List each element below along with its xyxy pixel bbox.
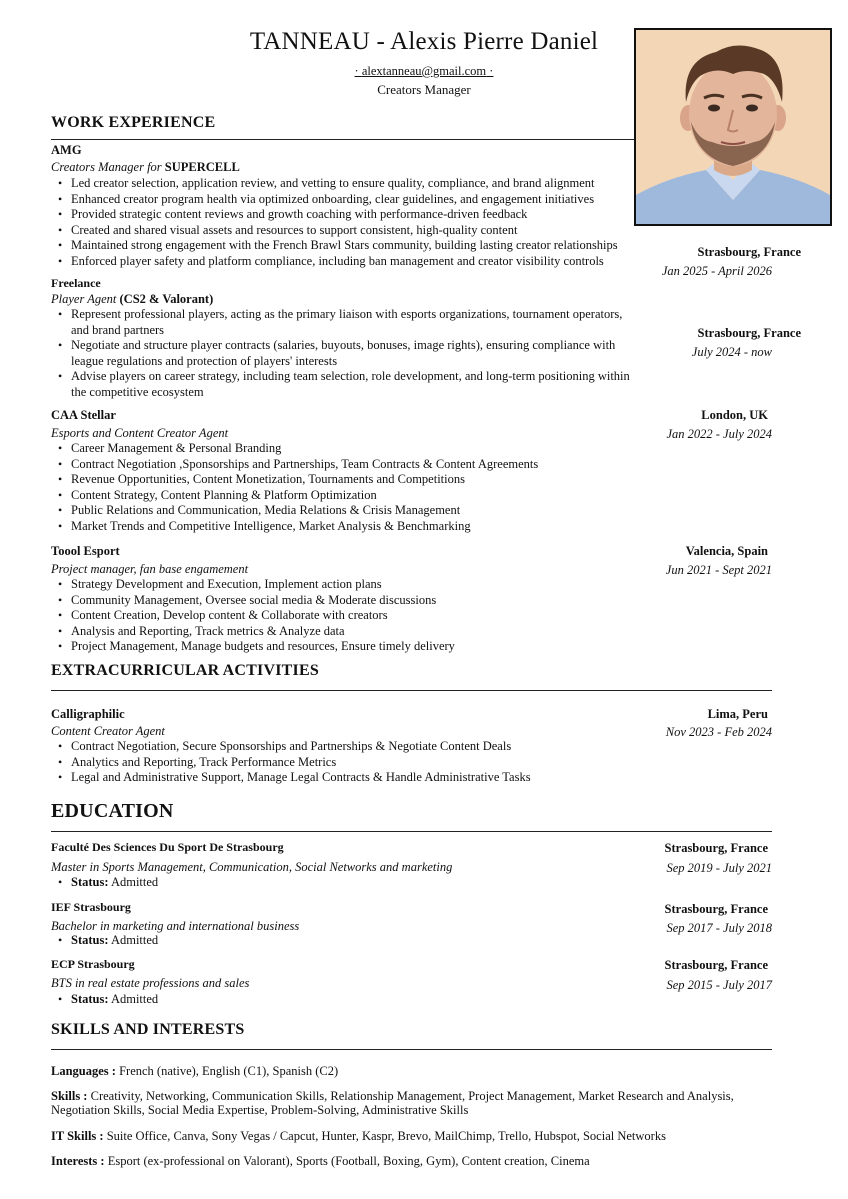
interests-label: Interests : bbox=[51, 1154, 105, 1168]
section-divider bbox=[51, 831, 772, 832]
profile-photo bbox=[634, 28, 832, 226]
skills-label: Skills : bbox=[51, 1089, 88, 1103]
list-item bbox=[51, 875, 158, 891]
bullet-list bbox=[51, 933, 158, 949]
degree: Bachelor in marketing and international business bbox=[51, 919, 300, 933]
languages-line bbox=[51, 1064, 338, 1078]
job-role bbox=[51, 160, 240, 175]
bullet-list bbox=[51, 992, 158, 1008]
status-value: Admitted bbox=[108, 875, 159, 889]
status-label: Status: bbox=[71, 875, 109, 889]
school-dates: Sep 2015 - July 2017 bbox=[666, 978, 772, 992]
email-prefix: · bbox=[354, 64, 362, 78]
section-divider bbox=[51, 139, 634, 140]
languages-label: Languages : bbox=[51, 1064, 116, 1078]
interests-line bbox=[51, 1154, 590, 1168]
list-item: • Enhanced creator program health via optimized onboarding, clear guidelines, and engagement initiatives bbox=[51, 192, 618, 208]
list-item: • Maintained strong engagement with the French Brawl Stars community, building lasting creator relationships bbox=[51, 238, 618, 254]
bullet-list bbox=[51, 441, 538, 534]
list-item: • Analysis and Reporting, Track metrics & Analyze data bbox=[51, 624, 455, 640]
list-item: • Content Creation, Develop content & Collaborate with creators bbox=[51, 608, 455, 624]
job-location: Valencia, Spain bbox=[685, 544, 768, 558]
bullet-list bbox=[51, 577, 455, 655]
job-location: Strasbourg, France bbox=[697, 245, 801, 259]
list-item: • Led creator selection, application review, and vetting to ensure quality, compliance, and brand alignment bbox=[51, 176, 618, 192]
bullet-list bbox=[51, 739, 531, 786]
list-item: • Revenue Opportunities, Content Monetization, Tournaments and Competitions bbox=[51, 472, 538, 488]
school-location: Strasbourg, France bbox=[664, 902, 768, 916]
list-item bbox=[51, 933, 158, 949]
list-item: • Legal and Administrative Support, Manage Legal Contracts & Handle Administrative Tasks bbox=[51, 770, 531, 786]
list-item: • Content Strategy, Content Planning & Platform Optimization bbox=[51, 488, 538, 504]
skills-line bbox=[51, 1089, 741, 1117]
school-dates: Sep 2017 - July 2018 bbox=[666, 921, 772, 935]
list-item: • Contract Negotiation ,Sponsorships and Partnerships, Team Contracts & Content Agreements bbox=[51, 457, 538, 473]
org-name: Toool Esport bbox=[51, 544, 120, 558]
interests-value: Esport (ex-professional on Valorant), Sports (Football, Boxing, Gym), Content creation, Cinema bbox=[104, 1154, 590, 1168]
section-heading-work: WORK EXPERIENCE bbox=[51, 114, 216, 131]
school-name: ECP Strasbourg bbox=[51, 957, 135, 971]
list-item: • Strategy Development and Execution, Implement action plans bbox=[51, 577, 455, 593]
school-dates: Sep 2019 - July 2021 bbox=[666, 861, 772, 875]
role-company: SUPERCELL bbox=[164, 160, 240, 174]
school-location: Strasbourg, France bbox=[664, 958, 768, 972]
list-item: • Enforced player safety and platform compliance, including ban management and creator visibility controls bbox=[51, 254, 618, 270]
list-item: • Community Management, Oversee social media & Moderate discussions bbox=[51, 593, 455, 609]
list-item: • Project Management, Manage budgets and resources, Ensure timely delivery bbox=[51, 639, 455, 655]
candidate-name: TANNEAU - Alexis Pierre Daniel bbox=[249, 28, 599, 55]
job-role: Project manager, fan base engamement bbox=[51, 562, 249, 576]
list-item: • Public Relations and Communication, Media Relations & Crisis Management bbox=[51, 503, 538, 519]
list-item: • Provided strategic content reviews and growth coaching with performance-driven feedback bbox=[51, 207, 618, 223]
job-dates: Jan 2025 - April 2026 bbox=[661, 264, 772, 278]
it-skills-label: IT Skills : bbox=[51, 1129, 104, 1143]
portrait-image bbox=[636, 30, 830, 224]
list-item: • Represent professional players, acting as the primary liaison with esports organizations, tournament operators, and brand partners bbox=[51, 307, 641, 338]
skills-value: Creativity, Networking, Communication Skills, Relationship Management, Project Management, Market Research and Analysis, Negotiation Skills, Social Media Expertise, Problem-Solving, Administrative Skills bbox=[51, 1089, 734, 1117]
status-label: Status: bbox=[71, 933, 109, 947]
list-item bbox=[51, 992, 158, 1008]
list-item: • Analytics and Reporting, Track Performance Metrics bbox=[51, 755, 531, 771]
it-skills-value: Suite Office, Canva, Sony Vegas / Capcut, Hunter, Kaspr, Brevo, MailChimp, Trello, Hubspot, Social Networks bbox=[103, 1129, 666, 1143]
job-title: Creators Manager bbox=[377, 82, 471, 97]
section-divider bbox=[51, 1049, 772, 1050]
school-location: Strasbourg, France bbox=[664, 841, 768, 855]
section-divider bbox=[51, 690, 772, 691]
list-item: • Market Trends and Competitive Intelligence, Market Analysis & Benchmarking bbox=[51, 519, 538, 535]
email-link[interactable]: alextanneau@gmail.com bbox=[361, 64, 487, 78]
list-item: • Advise players on career strategy, including team selection, role development, and long-term positioning within the competitive ecosystem bbox=[51, 369, 641, 400]
org-name: AMG bbox=[51, 143, 82, 157]
section-heading-skills: SKILLS AND INTERESTS bbox=[51, 1021, 245, 1038]
role-text: Player Agent bbox=[51, 292, 120, 306]
list-item: • Negotiate and structure player contracts (salaries, buyouts, bonuses, image rights), ensuring compliance with league regulations and protection of players' interests bbox=[51, 338, 641, 369]
school-name: IEF Strasbourg bbox=[51, 900, 131, 914]
job-dates: Jun 2021 - Sept 2021 bbox=[665, 563, 772, 577]
status-value: Admitted bbox=[108, 992, 159, 1006]
job-location: Strasbourg, France bbox=[697, 326, 801, 340]
status-value: Admitted bbox=[108, 933, 159, 947]
list-item: • Contract Negotiation, Secure Sponsorships and Partnerships & Negotiate Content Deals bbox=[51, 739, 531, 755]
it-skills-line bbox=[51, 1129, 666, 1143]
degree: BTS in real estate professions and sales bbox=[51, 976, 250, 990]
job-dates: July 2024 - now bbox=[691, 345, 772, 359]
degree: Master in Sports Management, Communication, Social Networks and marketing bbox=[51, 860, 453, 874]
email-suffix: · bbox=[486, 64, 494, 78]
bullet-list bbox=[51, 176, 618, 269]
job-dates: Jan 2022 - July 2024 bbox=[666, 427, 772, 441]
role-text: Creators Manager for bbox=[51, 160, 165, 174]
org-name: Freelance bbox=[51, 276, 101, 290]
job-role: Esports and Content Creator Agent bbox=[51, 426, 229, 440]
list-item: • Created and shared visual assets and resources to support consistent, high-quality content bbox=[51, 223, 618, 239]
job-role bbox=[51, 292, 213, 307]
activity-location: Lima, Peru bbox=[707, 707, 768, 721]
languages-value: French (native), English (C1), Spanish (C2) bbox=[115, 1064, 339, 1078]
school-name: Faculté Des Sciences Du Sport De Strasbourg bbox=[51, 840, 284, 854]
job-role: Content Creator Agent bbox=[51, 724, 165, 738]
org-name: CAA Stellar bbox=[51, 408, 116, 422]
bullet-list bbox=[51, 875, 158, 891]
status-label: Status: bbox=[71, 992, 109, 1006]
section-heading-education: EDUCATION bbox=[51, 800, 174, 822]
list-item: • Career Management & Personal Branding bbox=[51, 441, 538, 457]
section-heading-extracurricular: EXTRACURRICULAR ACTIVITIES bbox=[51, 662, 319, 679]
bullet-list bbox=[51, 307, 641, 400]
activity-dates: Nov 2023 - Feb 2024 bbox=[665, 725, 772, 739]
job-location: London, UK bbox=[701, 408, 768, 422]
org-name: Calligraphilic bbox=[51, 707, 125, 721]
role-detail: (CS2 & Valorant) bbox=[119, 292, 214, 306]
